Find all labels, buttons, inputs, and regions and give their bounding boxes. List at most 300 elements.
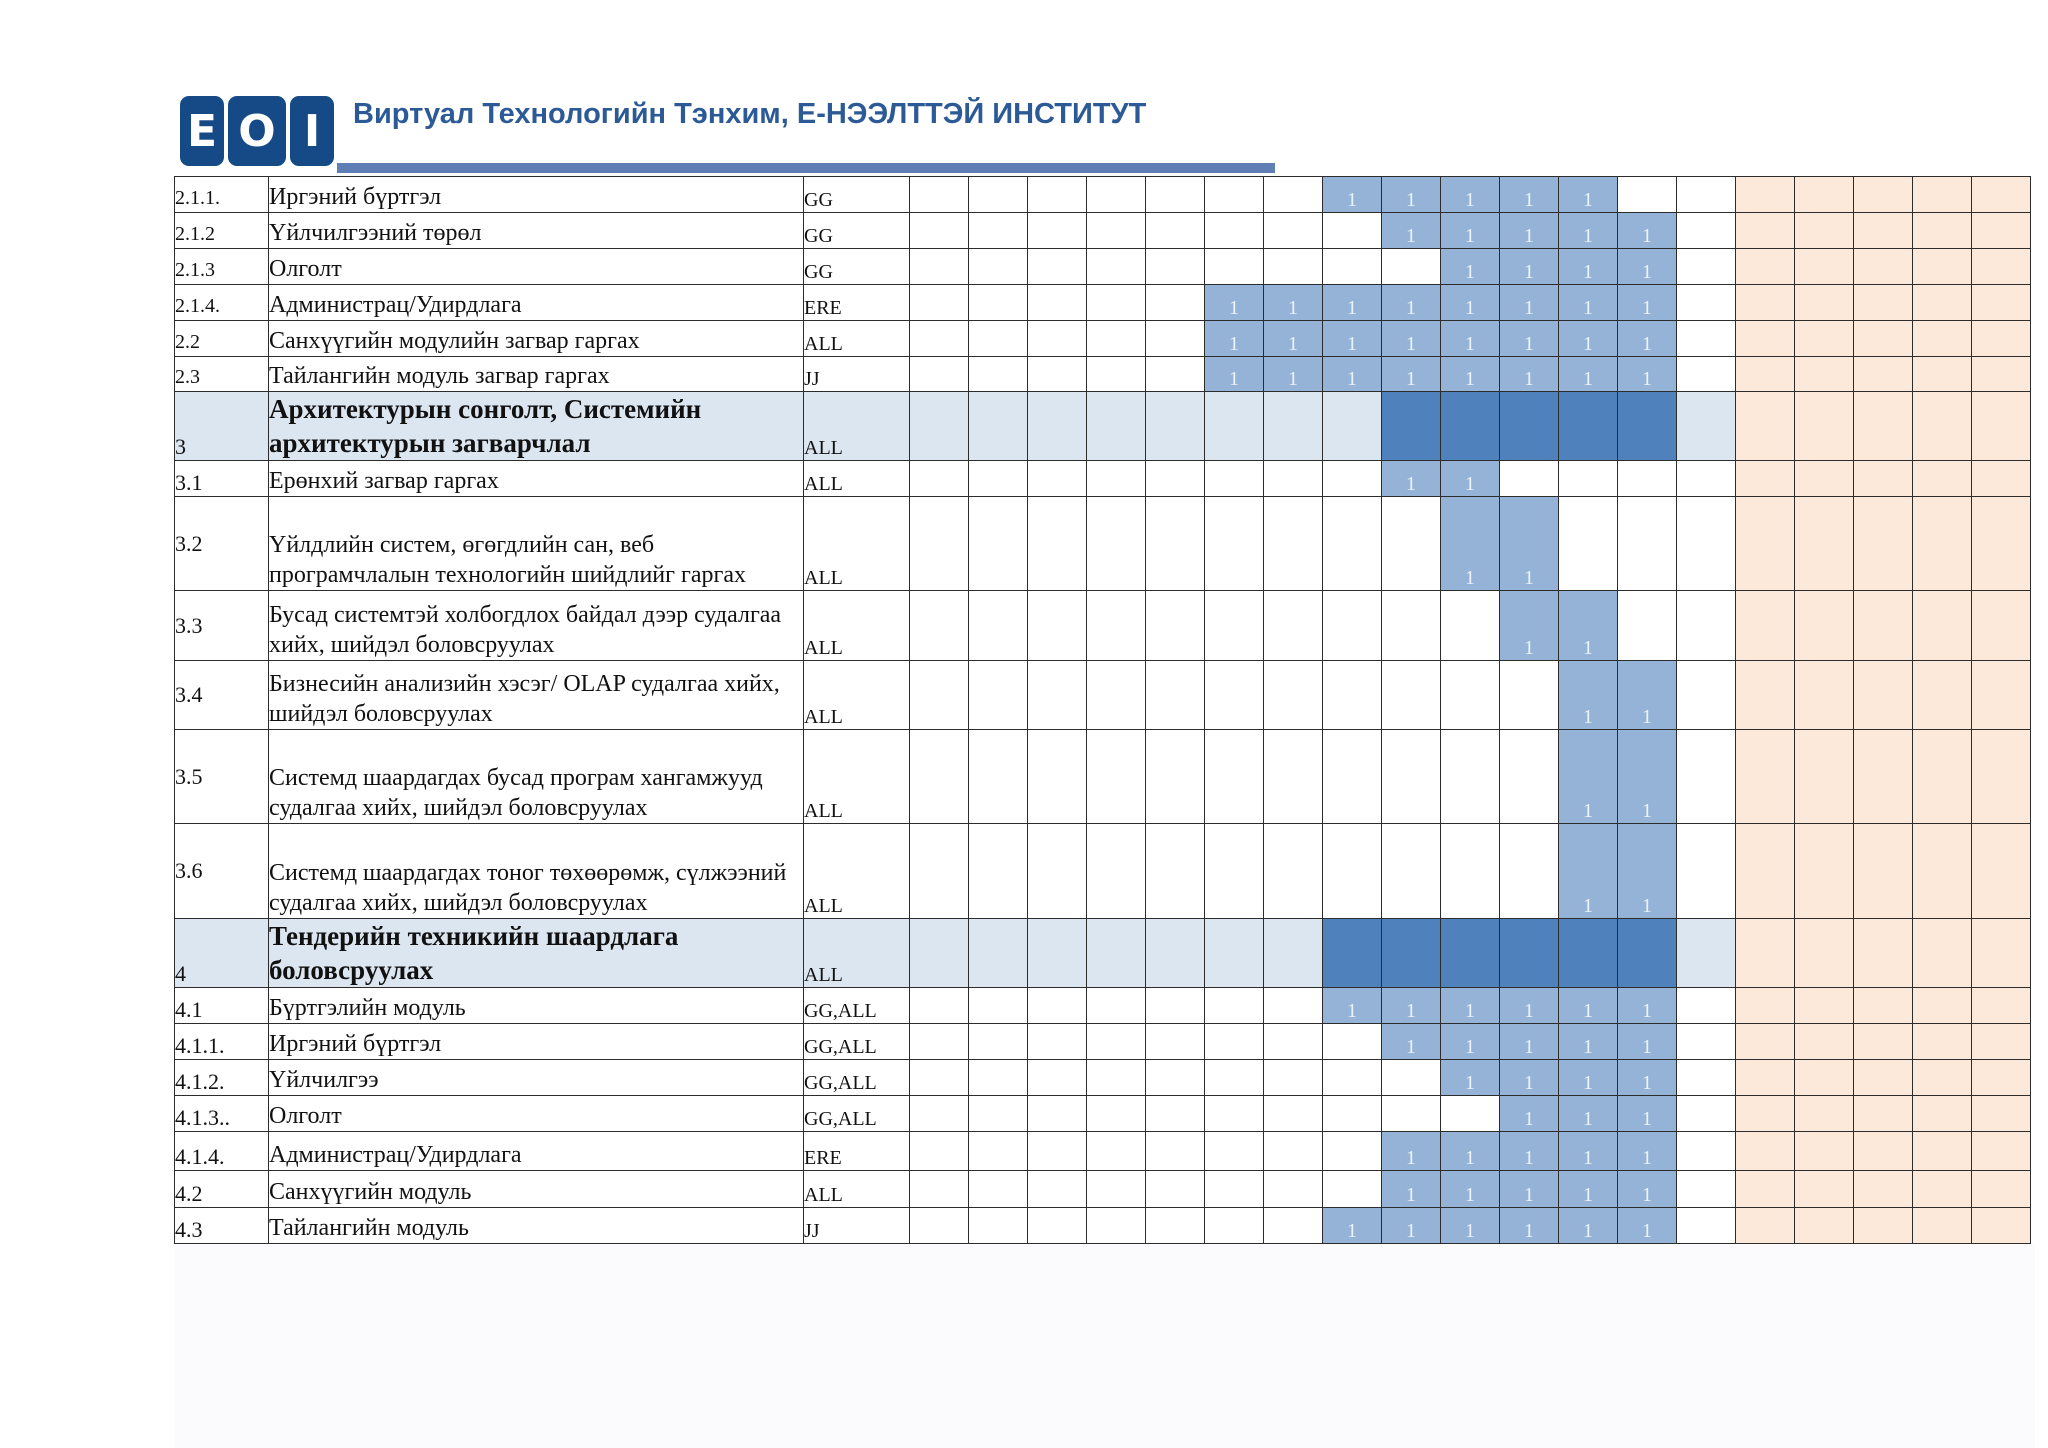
schedule-cell	[1146, 1096, 1205, 1132]
schedule-mark-cell: 1	[1559, 1208, 1618, 1244]
schedule-cell	[1028, 1024, 1087, 1060]
schedule-cell	[1205, 177, 1264, 213]
schedule-cell	[1972, 1171, 2031, 1208]
schedule-mark-cell: 1	[1618, 1024, 1677, 1060]
responsible-code: ALL	[804, 919, 910, 988]
schedule-cell	[969, 919, 1028, 988]
row-number: 3.5	[175, 730, 269, 824]
task-name: Системд шаардагдах тоног төхөөрөмж, сүлжээний судалгаа хийх, шийдэл боловсруулах	[269, 824, 804, 919]
schedule-cell	[1205, 591, 1264, 661]
schedule-cell	[1795, 357, 1854, 392]
schedule-cell	[1795, 919, 1854, 988]
schedule-section-cell	[1382, 919, 1441, 988]
schedule-cell	[1972, 824, 2031, 919]
schedule-cell	[1972, 730, 2031, 824]
schedule-cell	[1087, 285, 1146, 321]
schedule-cell	[1736, 321, 1795, 357]
schedule-cell	[1146, 1132, 1205, 1171]
schedule-cell	[1736, 285, 1795, 321]
schedule-cell	[1736, 988, 1795, 1024]
schedule-cell	[1913, 249, 1972, 285]
responsible-code: ALL	[804, 661, 910, 730]
schedule-cell	[1441, 824, 1500, 919]
schedule-cell	[1736, 1060, 1795, 1096]
schedule-cell	[910, 357, 969, 392]
schedule-cell	[1087, 249, 1146, 285]
schedule-cell	[1913, 497, 1972, 591]
schedule-mark-cell: 1	[1382, 1171, 1441, 1208]
schedule-cell	[1500, 661, 1559, 730]
schedule-cell	[1736, 461, 1795, 497]
schedule-cell	[1028, 1171, 1087, 1208]
schedule-mark-cell: 1	[1500, 1060, 1559, 1096]
schedule-cell	[1736, 392, 1795, 461]
schedule-cell	[1854, 1060, 1913, 1096]
schedule-cell	[1913, 1132, 1972, 1171]
schedule-cell	[1795, 321, 1854, 357]
schedule-cell	[1854, 357, 1913, 392]
schedule-cell	[969, 321, 1028, 357]
schedule-cell	[910, 321, 969, 357]
schedule-cell	[910, 461, 969, 497]
schedule-mark-cell: 1	[1441, 213, 1500, 249]
schedule-cell	[1205, 1132, 1264, 1171]
schedule-cell	[969, 213, 1028, 249]
schedule-cell	[1264, 497, 1323, 591]
schedule-mark-cell: 1	[1500, 1096, 1559, 1132]
schedule-cell	[1618, 177, 1677, 213]
schedule-cell	[1854, 824, 1913, 919]
schedule-cell	[1736, 1024, 1795, 1060]
schedule-cell	[1677, 1096, 1736, 1132]
schedule-cell	[969, 461, 1028, 497]
schedule-cell	[1677, 497, 1736, 591]
schedule-cell	[1677, 591, 1736, 661]
schedule-mark-cell: 1	[1559, 730, 1618, 824]
schedule-cell	[1382, 497, 1441, 591]
row-number: 3	[175, 392, 269, 461]
schedule-cell	[1854, 285, 1913, 321]
schedule-cell	[1146, 177, 1205, 213]
schedule-cell	[1087, 1208, 1146, 1244]
schedule-cell	[1028, 177, 1087, 213]
task-name: Үйлчилгээ	[269, 1060, 804, 1096]
schedule-mark-cell: 1	[1264, 357, 1323, 392]
schedule-cell	[1854, 249, 1913, 285]
schedule-mark-cell: 1	[1559, 357, 1618, 392]
schedule-cell	[1087, 988, 1146, 1024]
schedule-cell	[1795, 461, 1854, 497]
schedule-mark-cell: 1	[1618, 1060, 1677, 1096]
logo-letter-e: E	[180, 96, 224, 166]
schedule-cell	[1913, 1060, 1972, 1096]
schedule-cell	[969, 591, 1028, 661]
schedule-cell	[1087, 1096, 1146, 1132]
responsible-code: GG,ALL	[804, 1060, 910, 1096]
schedule-cell	[1913, 392, 1972, 461]
schedule-cell	[969, 1096, 1028, 1132]
table-row	[175, 919, 2031, 988]
schedule-mark-cell: 1	[1323, 177, 1382, 213]
task-name: Тайлангийн модуль загвар гаргах	[269, 357, 804, 392]
responsible-code: GG,ALL	[804, 1024, 910, 1060]
eoi-logo	[180, 96, 334, 166]
schedule-mark-cell: 1	[1618, 213, 1677, 249]
schedule-cell	[969, 824, 1028, 919]
schedule-cell	[1264, 1132, 1323, 1171]
responsible-code: GG	[804, 213, 910, 249]
task-name: Иргэний бүртгэл	[269, 1024, 804, 1060]
schedule-mark-cell: 1	[1323, 1208, 1382, 1244]
schedule-cell	[1264, 1208, 1323, 1244]
schedule-cell	[1087, 497, 1146, 591]
schedule-section-cell	[1559, 392, 1618, 461]
schedule-cell	[1205, 249, 1264, 285]
schedule-cell	[1500, 824, 1559, 919]
schedule-cell	[1677, 1171, 1736, 1208]
schedule-cell	[910, 988, 969, 1024]
schedule-mark-cell: 1	[1500, 213, 1559, 249]
task-name: Тайлангийн модуль	[269, 1208, 804, 1244]
schedule-mark-cell: 1	[1441, 1208, 1500, 1244]
schedule-cell	[1087, 1171, 1146, 1208]
schedule-cell	[1323, 1024, 1382, 1060]
schedule-cell	[1677, 824, 1736, 919]
schedule-cell	[1087, 1060, 1146, 1096]
schedule-cell	[969, 661, 1028, 730]
schedule-mark-cell: 1	[1559, 1096, 1618, 1132]
schedule-cell	[910, 1132, 969, 1171]
schedule-cell	[1795, 988, 1854, 1024]
schedule-mark-cell: 1	[1441, 357, 1500, 392]
schedule-cell	[1736, 919, 1795, 988]
schedule-cell	[1323, 1096, 1382, 1132]
schedule-cell	[1264, 919, 1323, 988]
responsible-code: ERE	[804, 1132, 910, 1171]
schedule-cell	[1795, 730, 1854, 824]
schedule-cell	[969, 1171, 1028, 1208]
schedule-mark-cell: 1	[1618, 1132, 1677, 1171]
schedule-mark-cell: 1	[1500, 285, 1559, 321]
schedule-cell	[1854, 177, 1913, 213]
schedule-mark-cell: 1	[1382, 177, 1441, 213]
schedule-cell	[1146, 919, 1205, 988]
responsible-code: ALL	[804, 1171, 910, 1208]
responsible-code: JJ	[804, 357, 910, 392]
schedule-section-cell	[1559, 919, 1618, 988]
schedule-mark-cell: 1	[1559, 591, 1618, 661]
task-name: Бусад системтэй холбогдлох байдал дээр судалгаа хийх, шийдэл боловсруулах	[269, 591, 804, 661]
schedule-mark-cell: 1	[1618, 1171, 1677, 1208]
schedule-cell	[1972, 661, 2031, 730]
schedule-cell	[1205, 988, 1264, 1024]
schedule-cell	[1146, 392, 1205, 461]
schedule-mark-cell: 1	[1618, 249, 1677, 285]
schedule-cell	[1736, 249, 1795, 285]
schedule-cell	[910, 824, 969, 919]
schedule-mark-cell: 1	[1618, 730, 1677, 824]
schedule-cell	[1264, 1060, 1323, 1096]
schedule-cell	[1854, 591, 1913, 661]
task-name: Системд шаардагдах бусад програм хангамжууд судалгаа хийх, шийдэл боловсруулах	[269, 730, 804, 824]
schedule-cell	[1854, 1208, 1913, 1244]
task-name: Олголт	[269, 1096, 804, 1132]
schedule-cell	[1736, 1208, 1795, 1244]
schedule-cell	[1736, 1096, 1795, 1132]
schedule-mark-cell: 1	[1618, 988, 1677, 1024]
schedule-cell	[1028, 824, 1087, 919]
schedule-cell	[1146, 321, 1205, 357]
schedule-cell	[1795, 661, 1854, 730]
schedule-mark-cell: 1	[1323, 321, 1382, 357]
schedule-cell	[1382, 824, 1441, 919]
schedule-cell	[1677, 988, 1736, 1024]
schedule-cell	[1205, 824, 1264, 919]
schedule-cell	[1972, 249, 2031, 285]
table-row	[175, 461, 2031, 497]
row-number: 2.1.1.	[175, 177, 269, 213]
schedule-cell	[1913, 1171, 1972, 1208]
schedule-cell	[1854, 919, 1913, 988]
section-task-title: Тендерийн техникийн шаардлага боловсруулах	[269, 919, 804, 988]
schedule-cell	[1677, 392, 1736, 461]
schedule-cell	[910, 249, 969, 285]
schedule-section-cell	[1500, 392, 1559, 461]
schedule-mark-cell: 1	[1618, 1096, 1677, 1132]
responsible-code: ALL	[804, 591, 910, 661]
schedule-cell	[1854, 730, 1913, 824]
schedule-cell	[910, 661, 969, 730]
schedule-mark-cell: 1	[1559, 1132, 1618, 1171]
schedule-cell	[969, 392, 1028, 461]
schedule-cell	[1205, 661, 1264, 730]
table-row	[175, 249, 2031, 285]
schedule-mark-cell: 1	[1500, 1132, 1559, 1171]
schedule-cell	[1146, 661, 1205, 730]
schedule-cell	[1146, 730, 1205, 824]
schedule-cell	[1913, 988, 1972, 1024]
schedule-cell	[1028, 461, 1087, 497]
schedule-cell	[969, 1208, 1028, 1244]
table-row	[175, 357, 2031, 392]
schedule-cell	[910, 730, 969, 824]
schedule-mark-cell: 1	[1441, 321, 1500, 357]
schedule-cell	[1913, 919, 1972, 988]
schedule-mark-cell: 1	[1441, 249, 1500, 285]
schedule-cell	[1028, 1096, 1087, 1132]
schedule-cell	[1913, 1096, 1972, 1132]
schedule-mark-cell: 1	[1559, 1171, 1618, 1208]
schedule-cell	[1972, 1208, 2031, 1244]
table-row	[175, 177, 2031, 213]
schedule-cell	[1913, 1208, 1972, 1244]
schedule-cell	[1441, 661, 1500, 730]
task-name: Олголт	[269, 249, 804, 285]
schedule-cell	[1972, 919, 2031, 988]
schedule-cell	[1264, 1171, 1323, 1208]
schedule-cell	[1618, 497, 1677, 591]
schedule-cell	[969, 1132, 1028, 1171]
schedule-cell	[1972, 1060, 2031, 1096]
schedule-cell	[1795, 1208, 1854, 1244]
row-number: 2.1.4.	[175, 285, 269, 321]
schedule-cell	[910, 392, 969, 461]
schedule-cell	[1972, 988, 2031, 1024]
schedule-cell	[1205, 1208, 1264, 1244]
schedule-cell	[1736, 177, 1795, 213]
schedule-mark-cell: 1	[1441, 497, 1500, 591]
schedule-mark-cell: 1	[1500, 1171, 1559, 1208]
schedule-cell	[1913, 461, 1972, 497]
schedule-cell	[1323, 392, 1382, 461]
schedule-cell	[1028, 249, 1087, 285]
schedule-cell	[1677, 661, 1736, 730]
schedule-cell	[1264, 1096, 1323, 1132]
schedule-cell	[910, 497, 969, 591]
schedule-section-cell	[1441, 919, 1500, 988]
schedule-cell	[1264, 461, 1323, 497]
schedule-cell	[1677, 213, 1736, 249]
schedule-cell	[1972, 285, 2031, 321]
schedule-cell	[910, 1060, 969, 1096]
schedule-cell	[1146, 285, 1205, 321]
schedule-cell	[1087, 177, 1146, 213]
responsible-code: GG,ALL	[804, 988, 910, 1024]
schedule-cell	[1028, 497, 1087, 591]
table-row	[175, 321, 2031, 357]
table-row	[175, 661, 2031, 730]
schedule-cell	[1146, 1208, 1205, 1244]
row-number: 4.1.3..	[175, 1096, 269, 1132]
schedule-cell	[1913, 213, 1972, 249]
schedule-cell	[1323, 249, 1382, 285]
schedule-cell	[1795, 591, 1854, 661]
schedule-cell	[1205, 213, 1264, 249]
schedule-mark-cell: 1	[1382, 213, 1441, 249]
schedule-mark-cell: 1	[1205, 357, 1264, 392]
schedule-cell	[1087, 1024, 1146, 1060]
schedule-cell	[1972, 213, 2031, 249]
row-number: 3.3	[175, 591, 269, 661]
schedule-section-cell	[1382, 392, 1441, 461]
schedule-cell	[1972, 591, 2031, 661]
schedule-cell	[1795, 824, 1854, 919]
responsible-code: ALL	[804, 392, 910, 461]
schedule-cell	[1087, 919, 1146, 988]
schedule-cell	[1087, 730, 1146, 824]
schedule-cell	[969, 249, 1028, 285]
schedule-mark-cell: 1	[1559, 661, 1618, 730]
schedule-mark-cell: 1	[1441, 1171, 1500, 1208]
schedule-mark-cell: 1	[1559, 213, 1618, 249]
schedule-cell	[1087, 824, 1146, 919]
responsible-code: GG,ALL	[804, 1096, 910, 1132]
page-bottom-area	[175, 1243, 2035, 1448]
schedule-cell	[1028, 661, 1087, 730]
schedule-mark-cell: 1	[1441, 1060, 1500, 1096]
schedule-cell	[1677, 1060, 1736, 1096]
schedule-cell	[1913, 177, 1972, 213]
page-header-title: Виртуал Технологийн Тэнхим, Е-НЭЭЛТТЭЙ ИНСТИТУТ	[353, 98, 1147, 130]
schedule-cell	[969, 177, 1028, 213]
table-row	[175, 1132, 2031, 1171]
schedule-mark-cell: 1	[1500, 321, 1559, 357]
schedule-cell	[1323, 1132, 1382, 1171]
schedule-cell	[1677, 461, 1736, 497]
table-row	[175, 1024, 2031, 1060]
schedule-cell	[1264, 591, 1323, 661]
table-row	[175, 824, 2031, 919]
gantt-schedule-table	[174, 176, 2031, 1244]
schedule-mark-cell: 1	[1441, 285, 1500, 321]
schedule-cell	[1795, 1060, 1854, 1096]
schedule-cell	[1972, 461, 2031, 497]
schedule-cell	[910, 177, 969, 213]
task-name: Үйлчилгээний төрөл	[269, 213, 804, 249]
schedule-cell	[1441, 730, 1500, 824]
schedule-mark-cell: 1	[1441, 461, 1500, 497]
row-number: 2.1.3	[175, 249, 269, 285]
schedule-cell	[1854, 1024, 1913, 1060]
schedule-cell	[1795, 497, 1854, 591]
schedule-mark-cell: 1	[1382, 357, 1441, 392]
schedule-cell	[1323, 824, 1382, 919]
schedule-cell	[1028, 285, 1087, 321]
schedule-cell	[1382, 249, 1441, 285]
schedule-cell	[1500, 730, 1559, 824]
schedule-section-cell	[1441, 392, 1500, 461]
schedule-cell	[1972, 1096, 2031, 1132]
schedule-cell	[1146, 988, 1205, 1024]
schedule-cell	[1972, 1132, 2031, 1171]
schedule-cell	[1795, 213, 1854, 249]
table-row	[175, 285, 2031, 321]
schedule-cell	[1028, 321, 1087, 357]
schedule-cell	[1972, 177, 2031, 213]
schedule-cell	[1913, 285, 1972, 321]
schedule-cell	[1913, 357, 1972, 392]
schedule-cell	[969, 730, 1028, 824]
schedule-cell	[1028, 591, 1087, 661]
table-row	[175, 1096, 2031, 1132]
schedule-cell	[1146, 1060, 1205, 1096]
schedule-cell	[1028, 730, 1087, 824]
schedule-cell	[1913, 321, 1972, 357]
schedule-cell	[1028, 988, 1087, 1024]
schedule-cell	[1795, 1171, 1854, 1208]
schedule-mark-cell: 1	[1382, 1024, 1441, 1060]
schedule-cell	[1205, 1024, 1264, 1060]
schedule-mark-cell: 1	[1559, 824, 1618, 919]
schedule-mark-cell: 1	[1618, 357, 1677, 392]
schedule-mark-cell: 1	[1500, 988, 1559, 1024]
schedule-mark-cell: 1	[1205, 321, 1264, 357]
schedule-cell	[1028, 213, 1087, 249]
schedule-mark-cell: 1	[1382, 285, 1441, 321]
schedule-cell	[1087, 213, 1146, 249]
row-number: 4.3	[175, 1208, 269, 1244]
schedule-cell	[1146, 591, 1205, 661]
schedule-cell	[1500, 461, 1559, 497]
row-number: 2.2	[175, 321, 269, 357]
responsible-code: ALL	[804, 824, 910, 919]
schedule-cell	[1087, 591, 1146, 661]
schedule-cell	[1736, 357, 1795, 392]
schedule-cell	[1854, 321, 1913, 357]
schedule-cell	[1264, 730, 1323, 824]
schedule-cell	[1913, 1024, 1972, 1060]
row-number: 3.4	[175, 661, 269, 730]
